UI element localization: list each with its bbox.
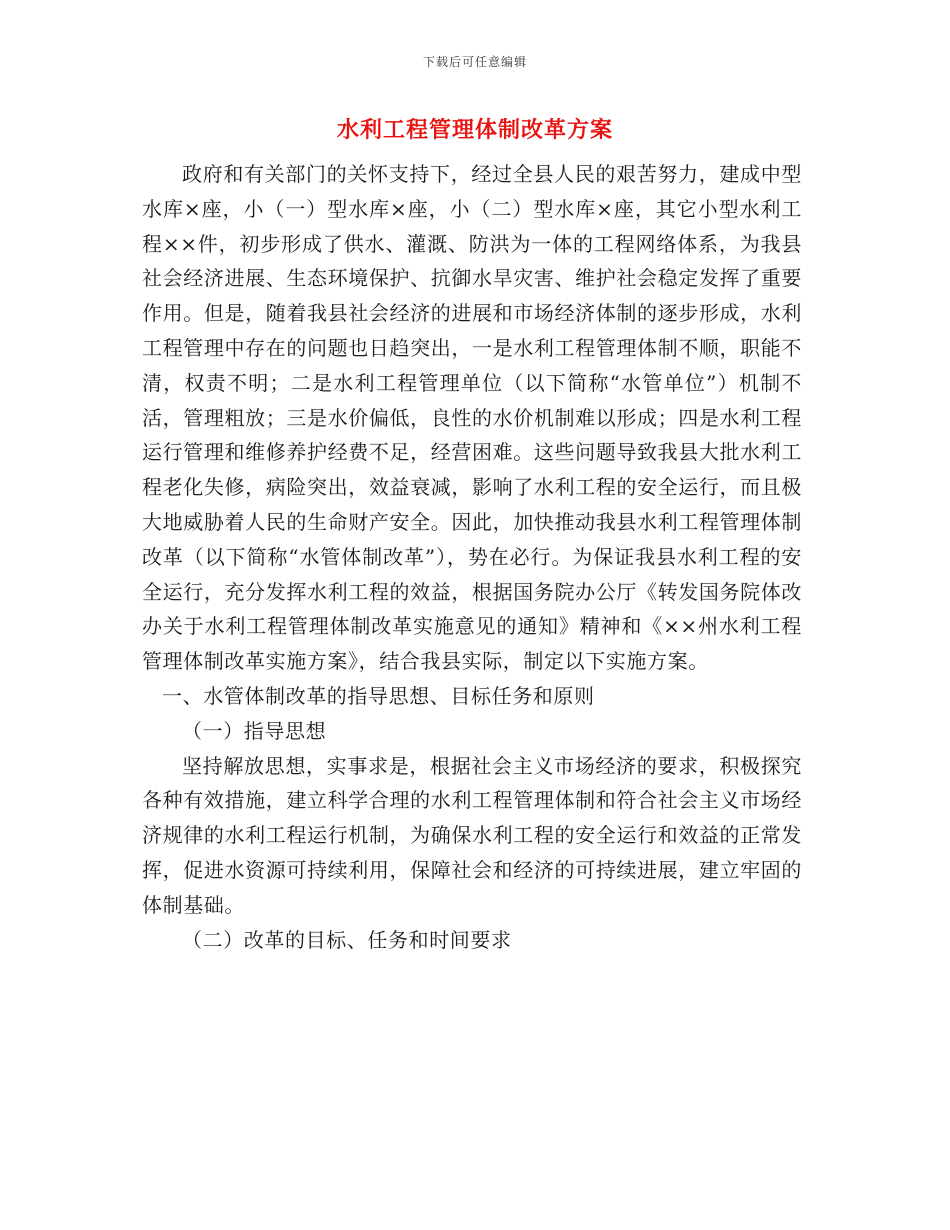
subsection-heading-guiding-thought: （一）指导思想: [182, 718, 327, 743]
document-body: [142, 157, 802, 957]
document-title: 水利工程管理体制改革方案: [336, 117, 613, 143]
guiding-thought-paragraph: 坚持解放思想，实事求是，根据社会主义市场经济的要求，积极探究各种有效措施，建立科学合理的水利工程管理体制和符合社会主义市场经济规律的水利工程运行机制，为确保水利工程的安全运行和效益的正常发挥，促进水资源可持续利用，保障社会和经济的可持续进展，建立牢固的体制基础。: [142, 753, 802, 917]
page-header-note: 下载后可任意编辑: [422, 55, 527, 69]
intro-paragraph: 政府和有关部门的关怀支持下，经过全县人民的艰苦努力，建成中型水库×座，小（一）型水库×座，小（二）型水库×座，其它小型水利工程××件，初步形成了供水、灌溉、防洪为一体的工程网络体系，为我县社会经济进展、生态环境保护、抗御水旱灾害、维护社会稳定发挥了重要作用。但是，随着我县社会经济的进展和市场经济体制的逐步形成，水利工程管理中存在的问题也日趋突出，一是水利工程管理体制不顺，职能不清，权责不明；二是水利工程管理单位（以下简称“水管单位”）机制不活，管理粗放；三是水价偏低，良性的水价机制难以形成；四是水利工程运行管理和维修养护经费不足，经营困难。这些问题导致我县大批水利工程老化失修，病险突出，效益衰减，影响了水利工程的安全运行，而且极大地威胁着人民的生命财产安全。因此，加快推动我县水利工程管理体制改革（以下简称“水管体制改革”），势在必行。为保证我县水利工程的安全运行，充分发挥水利工程的效益，根据国务院办公厅《转发国务院体改办关于水利工程管理体制改革实施意见的通知》精神和《××州水利工程管理体制改革实施方案》，结合我县实际，制定以下实施方案。: [142, 162, 802, 674]
section-heading-1: 一、水管体制改革的指导思想、目标任务和原则: [162, 683, 595, 708]
subsection-heading-goals: （二）改革的目标、任务和时间要求: [182, 927, 512, 952]
